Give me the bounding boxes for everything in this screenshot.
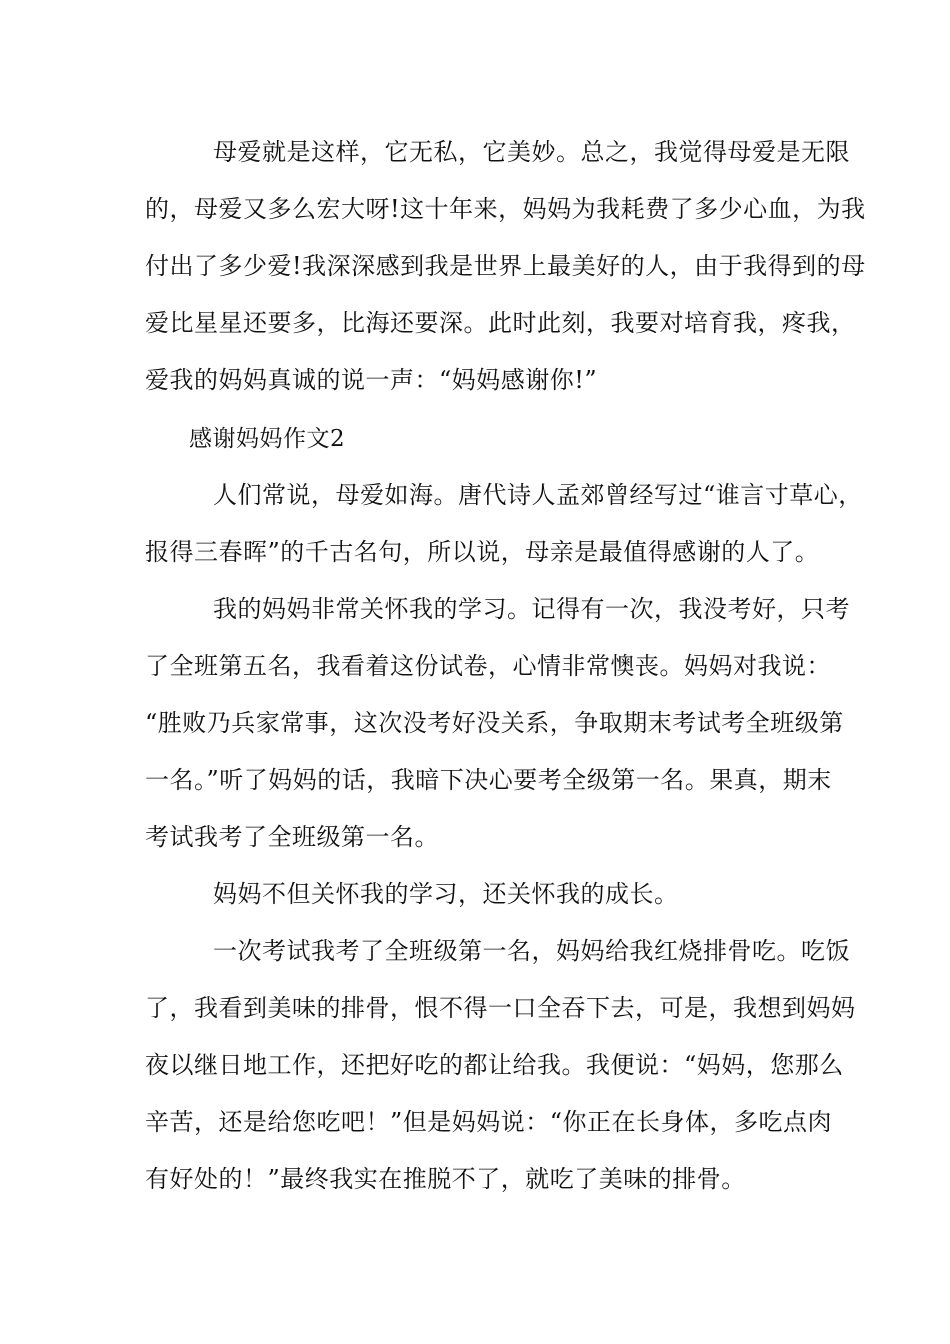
paragraph-line: 爱比星星还要多，比海还要深。此时此刻，我要对培育我，疼我， <box>145 309 856 337</box>
paragraph-line: 了，我看到美味的排骨，恨不得一口全吞下去，可是，我想到妈妈 <box>145 994 856 1022</box>
paragraph-line: 报得三春晖”的千古名句，所以说，母亲是最值得感谢的人了。 <box>145 538 820 566</box>
paragraph-line: 的，母爱又多么宏大呀!这十年来，妈妈为我耗费了多少心血，为我 <box>145 195 866 223</box>
paragraph-line: 考试我考了全班级第一名。 <box>145 823 439 851</box>
paragraph-line: 爱我的妈妈真诚的说一声：“妈妈感谢你!” <box>145 366 598 394</box>
section-heading: 感谢妈妈作文2 <box>189 426 346 452</box>
paragraph-line: 母爱就是这样，它无私，它美妙。总之，我觉得母爱是无限 <box>213 138 850 166</box>
paragraph-line: 一次考试我考了全班级第一名，妈妈给我红烧排骨吃。吃饭 <box>213 937 850 965</box>
paragraph-line: 妈妈不但关怀我的学习，还关怀我的成长。 <box>213 880 679 908</box>
paragraph-line: 人们常说，母爱如海。唐代诗人孟郊曾经写过“谁言寸草心， <box>213 481 863 509</box>
paragraph-line: “胜败乃兵家常事，这次没考好没关系，争取期末考试考全班级第 <box>145 709 844 737</box>
paragraph-line: 付出了多少爱!我深深感到我是世界上最美好的人，由于我得到的母 <box>145 252 866 280</box>
paragraph-line: 有好处的！”最终我实在推脱不了，就吃了美味的排骨。 <box>145 1165 746 1193</box>
paragraph-line: 了全班第五名，我看着这份试卷，心情非常懊丧。妈妈对我说： <box>145 652 831 680</box>
paragraph-line: 辛苦，还是给您吃吧！”但是妈妈说：“你正在长身体，多吃点肉 <box>145 1108 833 1136</box>
paragraph-line: 我的妈妈非常关怀我的学习。记得有一次，我没考好，只考 <box>213 595 850 623</box>
paragraph-line: 夜以继日地工作，还把好吃的都让给我。我便说：“妈妈，您那么 <box>145 1051 844 1079</box>
paragraph-line: 一名。”听了妈妈的话，我暗下决心要考全级第一名。果真，期末 <box>145 766 832 794</box>
